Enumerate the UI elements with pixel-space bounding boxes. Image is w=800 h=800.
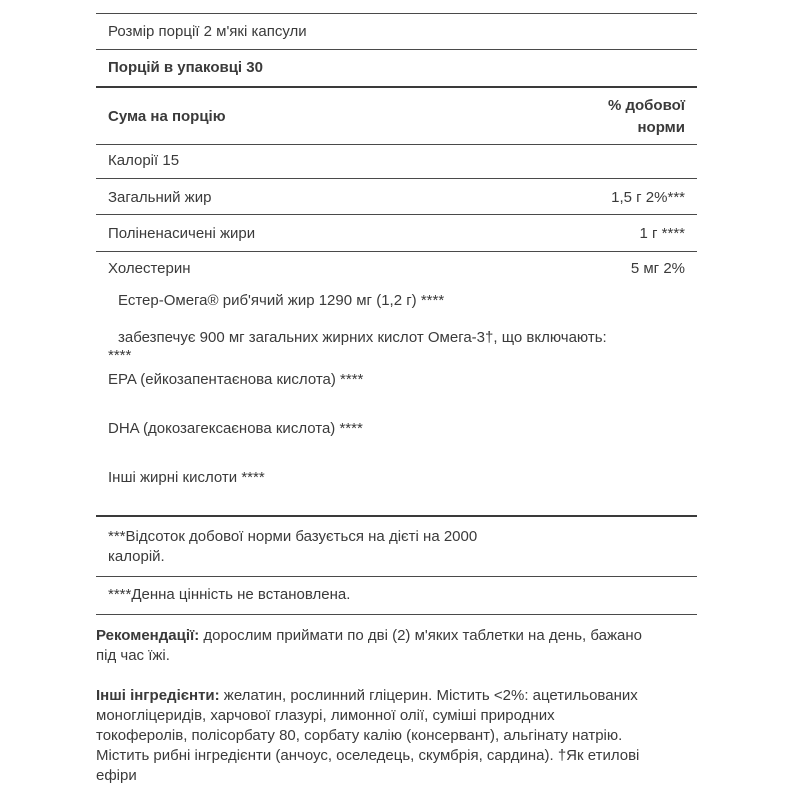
footnote-not-established: ****Денна цінність не встановлена. (108, 586, 351, 603)
total-fat-value: 1,5 г 2%*** (611, 189, 685, 206)
footnote-daily-value-line1: ***Відсоток добової норми базується на дієті на 2000 (108, 528, 478, 545)
serving-size: Розмір порції 2 м'які капсули (108, 23, 307, 40)
recommendations (96, 626, 697, 666)
divider (96, 576, 697, 577)
divider (96, 214, 697, 215)
dha: DHA (докозагексаєнова кислота) **** (108, 420, 363, 437)
divider-top (96, 13, 697, 14)
other-ingredients (96, 686, 697, 786)
recommendations-label: Рекомендації: (96, 627, 200, 644)
divider (96, 251, 697, 252)
other-ingredients-label: Інші інгредієнти: (96, 687, 220, 704)
ester-omega-fish-oil: Естер-Омега® риб'ячий жир 1290 мг (1,2 г) **** (118, 292, 445, 309)
total-fat-label: Загальний жир (108, 189, 212, 206)
supplement-facts-panel (96, 0, 697, 800)
divider-thick (96, 515, 697, 517)
divider (96, 178, 697, 179)
other-ingredients-line2: моногліцеридів, харчової глазурі, лимонної олії, суміші природних (96, 707, 555, 724)
divider-bottom (96, 614, 697, 615)
epa: EPA (ейкозапентаєнова кислота) **** (108, 371, 364, 388)
omega3-provides-line2: **** (108, 347, 132, 364)
polyunsaturated-fat-label: Поліненасичені жири (108, 225, 256, 242)
recommendations-text-line1: дорослим приймати по дві (2) м'яких таблетки на день, бажано (199, 627, 642, 644)
other-ingredients-line4: Містить рибні інгредієнти (анчоус, оселедець, скумбрія, сардина). †Як етилові (96, 747, 640, 764)
omega3-provides-line1: забезпечує 900 мг загальних жирних кислот Омега-3†, що включають: (118, 329, 607, 346)
other-ingredients-line3: токоферолів, полісорбату 80, сорбату калію (консервант), альгінату натрію. (96, 727, 623, 744)
other-fatty-acids: Інші жирні кислоти **** (108, 469, 265, 486)
polyunsaturated-fat-value: 1 г **** (639, 225, 685, 242)
daily-value-header-line1: % добової (607, 97, 685, 114)
divider (96, 49, 697, 50)
calories: Калорії 15 (108, 152, 180, 169)
recommendations-text-line2: під час їжі. (96, 647, 170, 664)
other-ingredients-line5: ефіри (96, 767, 137, 784)
amount-per-serving-header: Сума на порцію (108, 108, 226, 125)
cholesterol-value: 5 мг 2% (630, 260, 685, 277)
divider-thick (96, 86, 697, 88)
other-ingredients-line1: желатин, рослинний гліцерин. Містить <2%: ацетильованих (219, 687, 638, 704)
servings-per-container: Порцій в упаковці 30 (108, 59, 263, 76)
divider (96, 144, 697, 145)
cholesterol-label: Холестерин (108, 260, 191, 277)
footnote-daily-value-line2: калорій. (108, 548, 165, 565)
daily-value-header-line2: норми (637, 119, 685, 136)
